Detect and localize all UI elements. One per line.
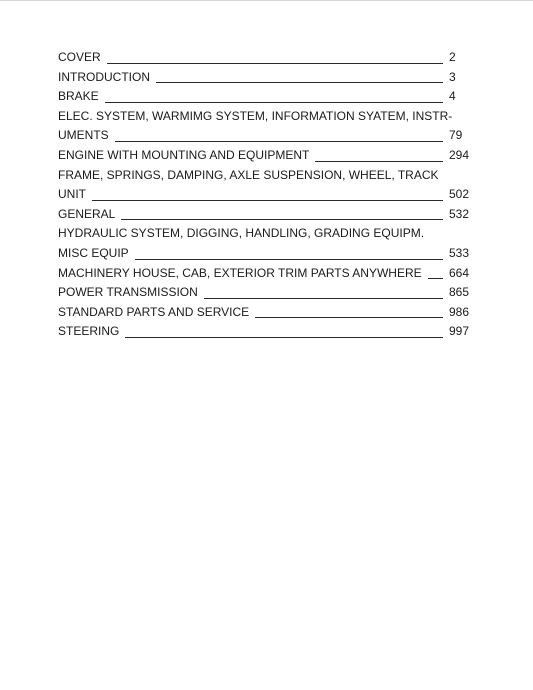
toc-page-number: 997 xyxy=(449,324,470,339)
toc-entry-title: INTRODUCTION xyxy=(58,69,150,84)
toc-page-number: 2 xyxy=(449,50,456,64)
dot-leader xyxy=(255,317,443,318)
toc-page-number: 533 xyxy=(449,245,470,260)
toc-entry-title: COVER xyxy=(58,50,101,64)
toc-entry-title-continued: UNIT xyxy=(58,187,86,202)
toc-page-number: 664 xyxy=(449,265,470,280)
toc-line xyxy=(58,126,470,146)
page-top-border xyxy=(0,0,533,1)
dot-leader xyxy=(115,141,443,142)
toc-entry-introduction[interactable] xyxy=(58,68,470,88)
toc-line xyxy=(58,107,470,127)
toc-entry-title: STEERING xyxy=(58,324,120,339)
toc-entry-brake[interactable] xyxy=(58,87,470,107)
toc-line xyxy=(58,166,470,186)
toc-entry-title: POWER TRANSMISSION xyxy=(58,285,198,300)
toc-entry-engine[interactable] xyxy=(58,146,470,166)
toc-entry-title: GENERAL xyxy=(58,206,116,221)
toc-entry-standard-parts[interactable] xyxy=(58,303,470,323)
dot-leader xyxy=(92,200,443,201)
toc-entry-title: ELEC. SYSTEM, WARMIMG SYSTEM, INFORMATION SYATEM, INSTR- xyxy=(58,108,453,123)
dot-leader xyxy=(428,278,443,279)
toc-entry-cover[interactable] xyxy=(58,48,470,68)
toc-entry-machinery-house[interactable] xyxy=(58,264,470,284)
toc-page-number: 986 xyxy=(449,304,470,319)
toc-page-number: 294 xyxy=(449,147,470,162)
toc-line xyxy=(58,68,470,88)
table-of-contents xyxy=(58,48,470,342)
dot-leader xyxy=(107,63,443,64)
toc-entry-title: FRAME, SPRINGS, DAMPING, AXLE SUSPENSION, WHEEL, TRACK xyxy=(58,167,439,182)
toc-entry-title-continued: UMENTS xyxy=(58,128,109,143)
toc-line xyxy=(58,87,470,107)
toc-entry-steering[interactable] xyxy=(58,322,470,342)
toc-entry-frame[interactable] xyxy=(58,166,470,205)
toc-entry-title: MACHINERY HOUSE, CAB, EXTERIOR TRIM PARTS ANYWHERE xyxy=(58,265,422,280)
toc-page-number: 3 xyxy=(449,69,456,84)
toc-entry-power-transmission[interactable] xyxy=(58,283,470,303)
toc-entry-elec-system[interactable] xyxy=(58,107,470,146)
dot-leader xyxy=(121,219,443,220)
dot-leader xyxy=(204,298,443,299)
dot-leader xyxy=(105,102,443,103)
toc-line xyxy=(58,146,470,166)
dot-leader xyxy=(135,259,443,260)
toc-line xyxy=(58,224,470,244)
toc-line xyxy=(58,264,470,284)
toc-page-number: 865 xyxy=(449,285,470,300)
toc-entry-hydraulic[interactable] xyxy=(58,224,470,263)
toc-line xyxy=(58,303,470,323)
dot-leader xyxy=(125,337,443,338)
toc-line xyxy=(58,48,470,68)
toc-line xyxy=(58,244,470,264)
toc-line xyxy=(58,185,470,205)
toc-entry-title: ENGINE WITH MOUNTING AND EQUIPMENT xyxy=(58,147,310,162)
dot-leader xyxy=(315,161,443,162)
toc-line xyxy=(58,283,470,303)
toc-entry-title-continued: MISC EQUIP xyxy=(58,245,129,260)
toc-entry-title: STANDARD PARTS AND SERVICE xyxy=(58,304,250,319)
toc-page-number: 532 xyxy=(449,206,470,221)
toc-line xyxy=(58,322,470,342)
dot-leader xyxy=(156,82,443,83)
toc-page-number: 4 xyxy=(449,89,456,104)
toc-entry-title: BRAKE xyxy=(58,89,99,104)
toc-entry-general[interactable] xyxy=(58,205,470,225)
toc-entry-title: HYDRAULIC SYSTEM, DIGGING, HANDLING, GRADING EQUIPM. xyxy=(58,226,425,241)
toc-page-number: 79 xyxy=(449,128,463,143)
toc-line xyxy=(58,205,470,225)
toc-page-number: 502 xyxy=(449,187,470,202)
